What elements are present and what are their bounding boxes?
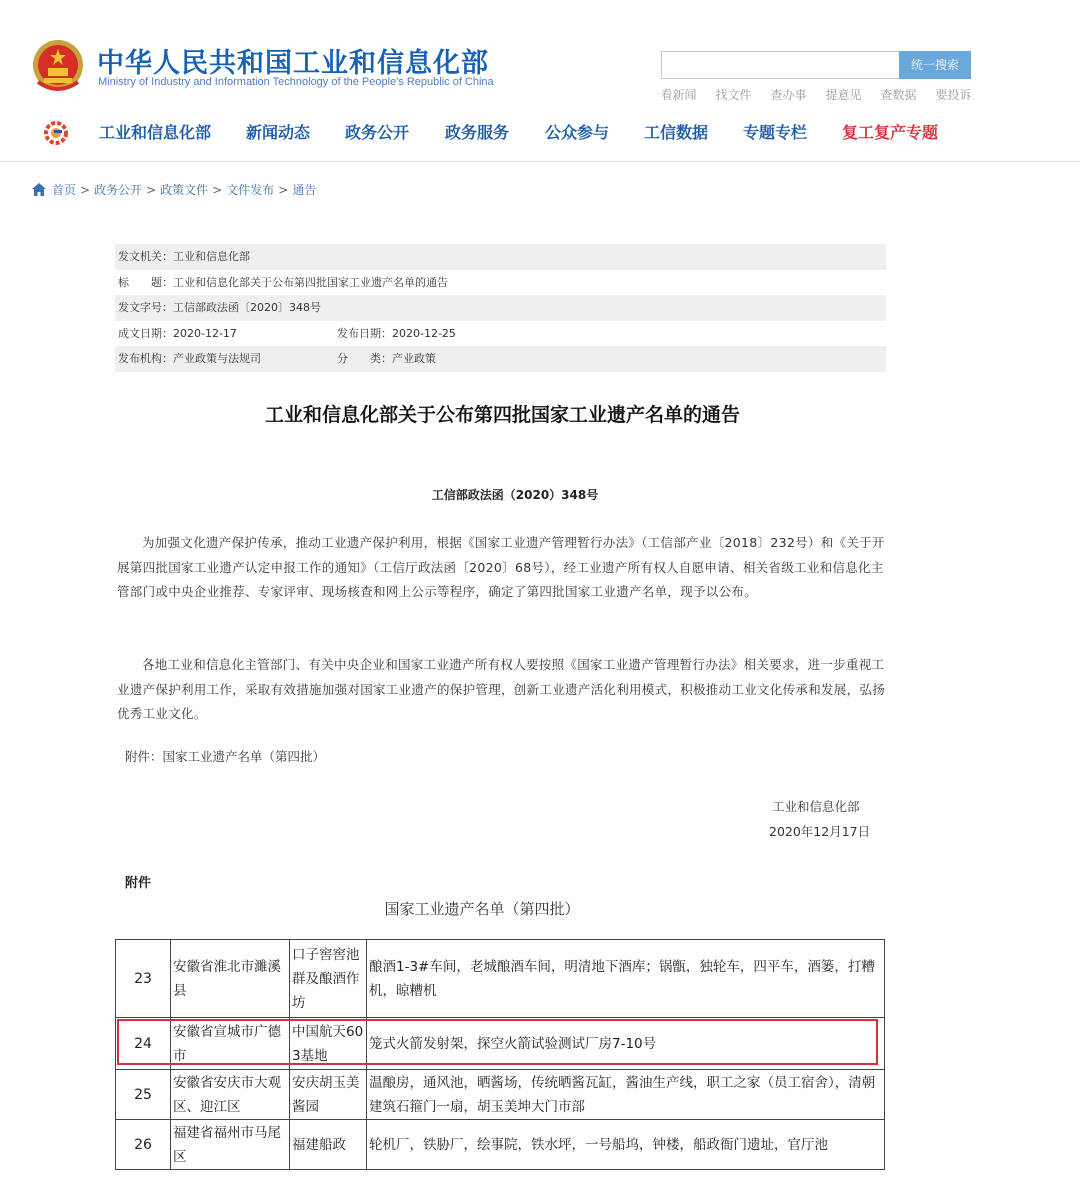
site-subtitle: Ministry of Industry and Information Technology of the People's Republic of China — [98, 76, 494, 88]
row-heritage-items: 笼式火箭发射架，探空火箭试验测试厂房7-10号 — [367, 1018, 885, 1070]
breadcrumb — [32, 181, 316, 198]
quick-link-files[interactable]: 找文件 — [715, 88, 752, 102]
table-row — [116, 1120, 885, 1170]
row-heritage-items: 酿酒1-3#车间，老城酿酒车间，明清地下酒库；锅甑，独轮车，四平车，酒篓，打糟机，晾糟机 — [367, 940, 885, 1018]
meta-row-doc-no — [115, 295, 886, 321]
row-location: 福建省福州市马尾区 — [171, 1120, 290, 1170]
national-emblem-icon — [30, 38, 86, 94]
site-title[interactable]: 中华人民共和国工业和信息化部 — [97, 48, 489, 79]
row-location: 安徽省安庆市大观区、迎江区 — [171, 1070, 290, 1120]
meta-category: 分 类：产业政策 — [337, 352, 436, 365]
document-title: 工业和信息化部关于公布第四批国家工业遗产名单的通告 — [264, 404, 740, 426]
search-button[interactable]: 统一搜索 — [899, 51, 971, 79]
meta-row-org — [115, 346, 886, 372]
meta-row-dates — [115, 321, 886, 347]
home-icon — [32, 183, 46, 196]
nav-item-public[interactable]: 公众参与 — [545, 123, 610, 142]
row-heritage-items: 轮机厂，铁胁厂，绘事院，铁水坪，一号船坞，钟楼，船政衙门遗址，官厅池 — [367, 1120, 885, 1170]
appendix-label: 附件 — [125, 876, 152, 891]
table-row — [116, 1018, 885, 1070]
meta-created-date: 成文日期：2020-12-17 — [118, 326, 237, 340]
main-nav — [0, 116, 1080, 150]
breadcrumb-gov-affairs[interactable]: 政务公开 — [94, 183, 143, 197]
quick-link-services[interactable]: 查办事 — [770, 88, 807, 102]
row-number: 24 — [116, 1018, 171, 1070]
meta-row-issuer — [115, 244, 886, 270]
signature-date: 2020年12月17日 — [769, 824, 871, 839]
body-paragraph-2: 各地工业和信息化主管部门、有关中央企业和国家工业遗产所有权人要按照《国家工业遗产管理暂行办法》相关要求，进一步重视工业遗产保护利用工作，采取有效措施加强对国家工业遗产的保护管理，创新工业遗产活化利用模式，积极推动工业文化传承和发展，弘扬优秀工业文化。 — [117, 657, 886, 721]
quick-link-data[interactable]: 查数据 — [880, 88, 917, 102]
nav-item-gov-affairs[interactable]: 政务公开 — [345, 123, 410, 142]
quick-link-feedback[interactable]: 提意见 — [825, 88, 862, 102]
breadcrumb-policy[interactable]: 政策文件 — [160, 183, 209, 197]
row-heritage-items: 温酿房，通风池，晒酱场，传统晒酱瓦缸，酱油生产线，职工之家（员工宿舍），清朝建筑石箍门一扇，胡玉美坤大门市部 — [367, 1070, 885, 1120]
table-row — [116, 940, 885, 1018]
quick-links — [651, 86, 981, 103]
meta-doc-no: 发文字号：工信部政法函〔2020〕348号 — [118, 301, 321, 314]
document-number: 工信部政法函（2020）348号 — [431, 488, 599, 502]
meta-row-title — [115, 270, 886, 296]
heritage-table — [115, 939, 885, 1170]
quick-link-complaint[interactable]: 要投诉 — [935, 88, 972, 102]
nav-item-ministry[interactable]: 工业和信息化部 — [99, 123, 212, 142]
meta-title: 标 题：工业和信息化部关于公布第四批国家工业遗产名单的通告 — [118, 275, 448, 289]
nav-item-gov-services[interactable]: 政务服务 — [445, 123, 510, 142]
body-paragraph-1: 为加强文化遗产保护传承，推动工业遗产保护利用，根据《国家工业遗产管理暂行办法》（工信部产业〔2018〕232号）和《关于开展第四批国家工业遗产认定申报工作的通知》（工信厅政法函〔2020〕68号），经工业遗产所有权人自愿申请、相关省级工业和信息化主管部门或中央企业推荐、专家评审、现场核查和网上公示等程序，确定了第四批国家工业遗产名单，现予以公布。 — [117, 535, 885, 599]
meta-org: 发布机构：产业政策与法规司 — [118, 352, 261, 365]
search-input[interactable] — [661, 51, 900, 79]
nav-item-data[interactable]: 工信数据 — [644, 123, 709, 142]
breadcrumb-notice[interactable]: 通告 — [292, 183, 317, 197]
row-heritage-name: 中国航天603基地 — [290, 1018, 367, 1070]
row-location: 安徽省宣城市广德市 — [171, 1018, 290, 1070]
nav-item-resumption[interactable]: 复工复产专题 — [842, 123, 939, 142]
ministry-logo-icon[interactable] — [43, 120, 69, 146]
breadcrumb-home[interactable]: 首页 — [52, 183, 77, 197]
row-number: 25 — [116, 1070, 171, 1120]
row-heritage-name: 福建船政 — [290, 1120, 367, 1170]
row-number: 26 — [116, 1120, 171, 1170]
site-header — [0, 0, 1080, 162]
quick-link-news[interactable]: 看新闻 — [660, 88, 697, 102]
nav-item-topics[interactable]: 专题专栏 — [743, 123, 808, 142]
breadcrumb-separator: > — [80, 182, 91, 197]
row-number: 23 — [116, 940, 171, 1018]
row-heritage-name: 安庆胡玉美酱园 — [290, 1070, 367, 1120]
document-meta-table — [115, 244, 886, 372]
table-row — [116, 1070, 885, 1120]
meta-published-date: 发布日期：2020-12-25 — [337, 326, 456, 340]
row-location: 安徽省淮北市濉溪县 — [171, 940, 290, 1018]
breadcrumb-separator: > — [278, 182, 289, 197]
breadcrumb-separator: > — [212, 182, 223, 197]
row-heritage-name: 口子窖窖池群及酿酒作坊 — [290, 940, 367, 1018]
meta-issuer: 发文机关：工业和信息化部 — [118, 250, 250, 263]
signature-issuer: 工业和信息化部 — [772, 799, 860, 814]
heritage-list-title: 国家工业遗产名单（第四批） — [384, 900, 580, 918]
attachment-line[interactable]: 附件：国家工业遗产名单（第四批） — [125, 749, 326, 764]
breadcrumb-release[interactable]: 文件发布 — [226, 183, 275, 197]
breadcrumb-separator: > — [146, 182, 157, 197]
nav-item-news[interactable]: 新闻动态 — [246, 123, 311, 142]
